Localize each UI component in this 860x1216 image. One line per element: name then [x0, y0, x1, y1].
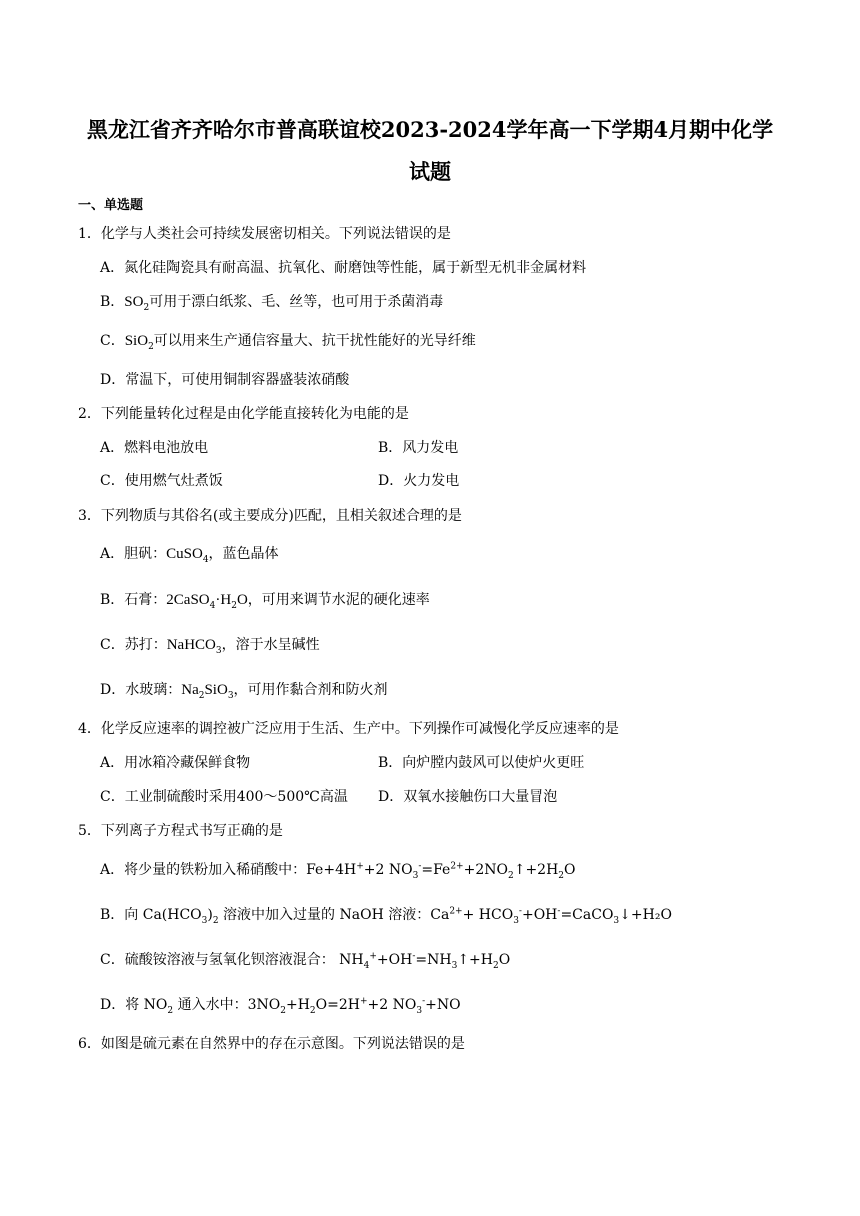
question-2-option-d: D．火力发电 — [378, 473, 460, 489]
question-5-stem: 5．下列离子方程式书写正确的是 — [78, 823, 283, 839]
question-4-option-c: C．工业制硫酸时采用400～500℃高温 — [100, 789, 348, 805]
exam-title-line2: 试题 — [409, 159, 451, 184]
question-5-option-d: D．将 $NO_2$ 通入水中：$3NO_2+H_2O=2H^++2$ $NO_3^-+NO$ — [100, 996, 461, 1016]
question-3-option-a: A．胆矾：CuSO$_4$，蓝色晶体 — [100, 546, 279, 565]
question-3-stem: 3．下列物质与其俗名(或主要成分)匹配，且相关叙述合理的是 — [78, 508, 462, 524]
question-1-option-c: C．SiO$_2$可以用来生产通信容量大、抗干扰性能好的光导纤维 — [100, 333, 476, 352]
question-5-option-a: A．将少量的铁粉加入稀硝酸中：Fe+4H++2 $NO_3^-=Fe^{2+}+2NO_2↑+2H_2O$ — [100, 861, 576, 881]
question-5-option-c: C．硫酸铵溶液与氢氧化钡溶液混合： $NH_4^++OH^-=NH_3↑+H_2O$ — [100, 951, 511, 971]
question-1-option-d: D．常温下，可使用铜制容器盛装浓硝酸 — [100, 372, 350, 388]
question-4-option-a: A．用冰箱冷藏保鲜食物 — [100, 755, 251, 771]
question-3-option-c: C．苏打：NaHCO$_3$，溶于水呈碱性 — [100, 637, 320, 656]
question-1-stem: 1．化学与人类社会可持续发展密切相关。下列说法错误的是 — [78, 226, 451, 242]
question-4-option-d: D．双氧水接触伤口大量冒泡 — [378, 789, 558, 805]
question-1-option-a: A．氮化硅陶瓷具有耐高温、抗氧化、耐磨蚀等性能，属于新型无机非金属材料 — [100, 260, 587, 276]
question-2-stem: 2．下列能量转化过程是由化学能直接转化为电能的是 — [78, 406, 409, 422]
question-3-option-b: B．石膏：$2CaSO_4\cdot H_2O$，可用来调节水泥的硬化速率 — [100, 592, 430, 611]
question-5-option-b: B．向 $Ca(HCO_3)_2$ 溶液中加入过量的 NaOH 溶液：$Ca^{2+}+$ $HCO_3^-+OH^-=CaCO_3↓+H_2O$ — [100, 906, 672, 926]
question-4-option-b: B．向炉膛内鼓风可以使炉火更旺 — [378, 755, 585, 771]
question-2-option-b: B．风力发电 — [378, 440, 459, 456]
question-2-option-a: A．燃料电池放电 — [100, 440, 209, 456]
exam-title-line1: 黑龙江省齐齐哈尔市普高联谊校2023-2024学年高一下学期4月期中化学 — [86, 117, 774, 142]
question-2-option-c: C．使用燃气灶煮饭 — [100, 473, 223, 489]
question-1-option-b: B．$SO_2$可用于漂白纸浆、毛、丝等，也可用于杀菌消毒 — [100, 294, 444, 313]
question-6-stem: 6．如图是硫元素在自然界中的存在示意图。下列说法错误的是 — [78, 1036, 465, 1052]
question-4-stem: 4．化学反应速率的调控被广泛应用于生活、生产中。下列操作可减慢化学反应速率的是 — [78, 721, 619, 737]
question-3-option-d: D．水玻璃：$Na_2SiO_3$，可用作黏合剂和防火剂 — [100, 682, 388, 701]
section-heading: 一、单选题 — [78, 198, 144, 213]
